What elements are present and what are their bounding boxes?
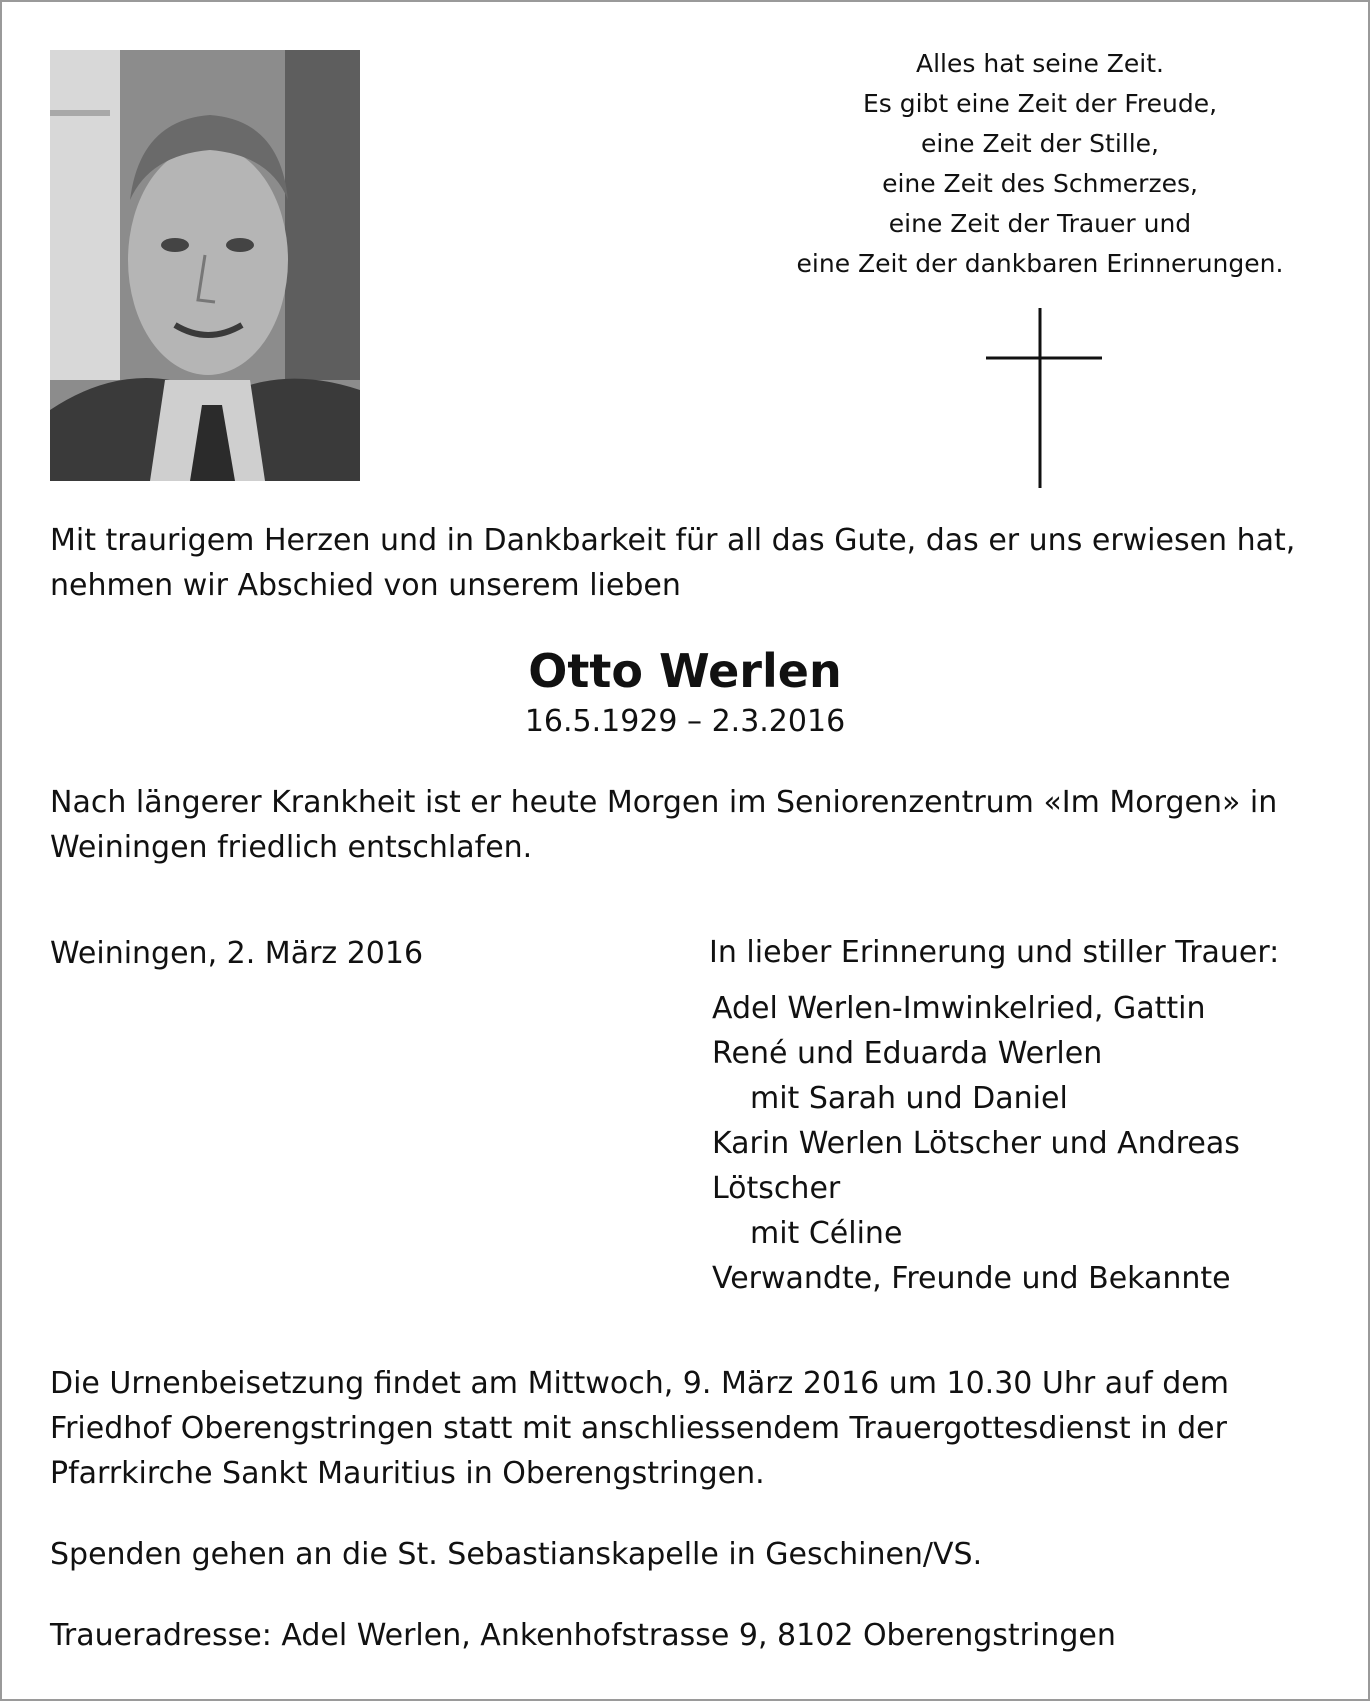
circumstance-line: Weiningen friedlich entschlafen.	[50, 830, 533, 865]
poem-line: eine Zeit des Schmerzes,	[882, 169, 1198, 198]
funeral-line: Friedhof Oberengstringen statt mit anschliessendem Trauergottesdienst in der	[50, 1411, 1227, 1446]
funeral-line: Pfarrkirche Sankt Mauritius in Oberengstringen.	[50, 1456, 765, 1491]
mourner: Verwandte, Freunde und Bekannte	[712, 1261, 1231, 1296]
intro-line: nehmen wir Abschied von unserem lieben	[50, 568, 681, 603]
cross-icon	[984, 306, 1104, 490]
mourner: Karin Werlen Lötscher und Andreas	[712, 1126, 1240, 1161]
mourner: Lötscher	[712, 1171, 841, 1206]
poem-line: eine Zeit der dankbaren Erinnerungen.	[796, 249, 1284, 278]
portrait-photo	[50, 50, 360, 481]
poem-line: eine Zeit der Stille,	[920, 129, 1159, 158]
funeral-line: Die Urnenbeisetzung findet am Mittwoch, 9. März 2016 um 10.30 Uhr auf dem	[50, 1366, 1229, 1401]
mourners-heading: In lieber Erinnerung und stiller Trauer:	[709, 935, 1280, 970]
mourner: mit Sarah und Daniel	[750, 1081, 1068, 1116]
place-date: Weiningen, 2. März 2016	[50, 936, 424, 971]
life-dates: 16.5.1929 – 2.3.2016	[524, 704, 846, 739]
poem	[720, 44, 1360, 284]
mourning-address: Traueradresse: Adel Werlen, Ankenhofstrasse 9, 8102 Oberengstringen	[50, 1618, 1116, 1653]
poem-line: Alles hat seine Zeit.	[916, 49, 1164, 78]
deceased-name: Otto Werlen	[528, 644, 842, 698]
mourner: Adel Werlen-Imwinkelried, Gattin	[712, 991, 1206, 1026]
intro-line: Mit traurigem Herzen und in Dankbarkeit für all das Gute, das er uns erwiesen hat,	[50, 523, 1296, 558]
circumstance-line: Nach längerer Krankheit ist er heute Morgen im Seniorenzentrum «Im Morgen» in	[50, 785, 1278, 820]
mourners-list	[712, 986, 1240, 1301]
mourner: René und Eduarda Werlen	[712, 1036, 1103, 1071]
mourner: mit Céline	[750, 1216, 903, 1251]
donations-note: Spenden gehen an die St. Sebastianskapelle in Geschinen/VS.	[50, 1537, 983, 1572]
poem-line: eine Zeit der Trauer und	[888, 209, 1192, 238]
poem-line: Es gibt eine Zeit der Freude,	[862, 89, 1218, 118]
